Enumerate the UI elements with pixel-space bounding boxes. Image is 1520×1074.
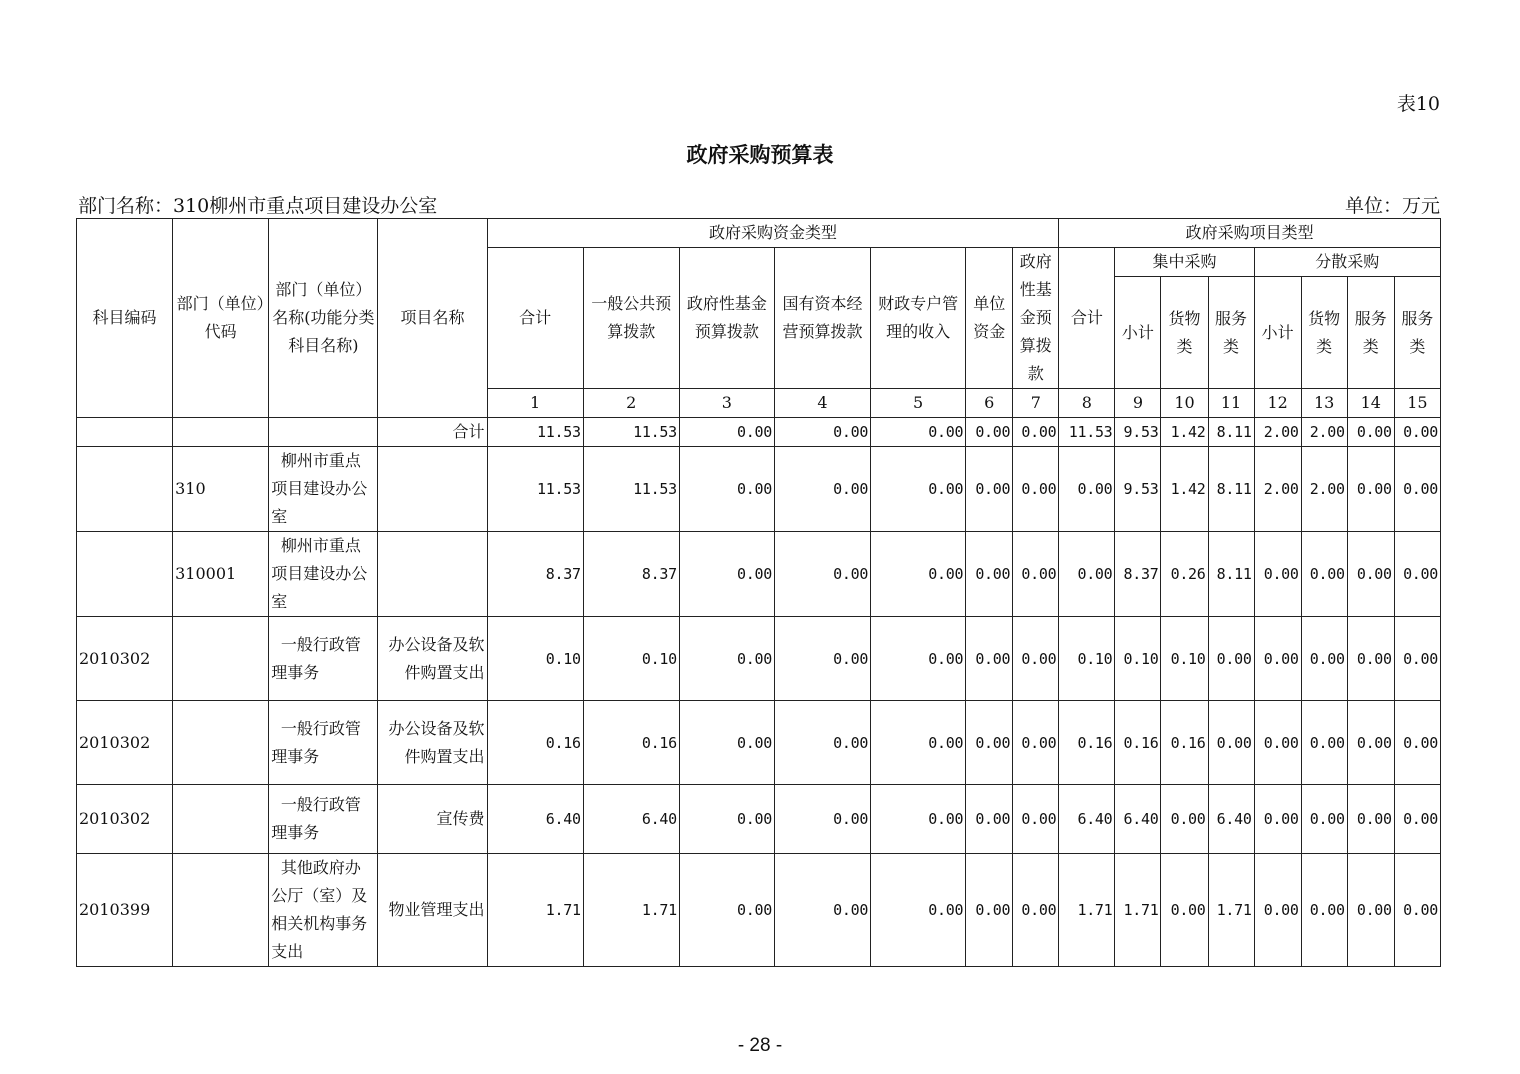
col-number: 6 bbox=[966, 389, 1013, 418]
cell-value-col-1: 0.10 bbox=[487, 617, 583, 701]
cell-dept-name: 柳州市重点项目建设办公室 bbox=[269, 532, 378, 617]
cell-value-col-4: 0.00 bbox=[774, 617, 870, 701]
col-number: 4 bbox=[774, 389, 870, 418]
cell-value-col-3: 0.00 bbox=[679, 418, 774, 447]
cell-value-col-13: 0.00 bbox=[1301, 701, 1347, 785]
cell-project-name: 宣传费 bbox=[378, 785, 487, 854]
cell-value-col-5: 0.00 bbox=[871, 854, 966, 967]
cell-dept-name bbox=[269, 418, 378, 447]
cell-value-col-14: 0.00 bbox=[1347, 701, 1394, 785]
table-row bbox=[77, 854, 1441, 967]
cell-dept-name: 柳州市重点项目建设办公室 bbox=[269, 447, 378, 532]
cell-project-name bbox=[378, 532, 487, 617]
cell-value-col-1: 0.16 bbox=[487, 701, 583, 785]
cell-value-col-15: 0.00 bbox=[1394, 701, 1440, 785]
cell-value-col-2: 1.71 bbox=[583, 854, 679, 967]
cell-value-col-3: 0.00 bbox=[679, 532, 774, 617]
col-number: 9 bbox=[1115, 389, 1161, 418]
cell-value-col-5: 0.00 bbox=[871, 785, 966, 854]
page-number: - 28 - bbox=[737, 1035, 783, 1056]
cell-value-col-10: 0.16 bbox=[1161, 701, 1208, 785]
cell-project-name: 办公设备及软件购置支出 bbox=[378, 701, 487, 785]
cell-value-col-15: 0.00 bbox=[1394, 785, 1440, 854]
col-number: 12 bbox=[1254, 389, 1301, 418]
cell-dept-code bbox=[173, 418, 269, 447]
cell-subject-code: 2010302 bbox=[77, 785, 173, 854]
cell-subject-code: 2010302 bbox=[77, 617, 173, 701]
header-total: 合计 bbox=[487, 248, 583, 389]
cell-value-col-11: 1.71 bbox=[1208, 854, 1254, 967]
cell-value-col-13: 0.00 bbox=[1301, 532, 1347, 617]
cell-value-col-7: 0.00 bbox=[1013, 785, 1059, 854]
table-row bbox=[77, 617, 1441, 701]
cell-dept-name: 一般行政管理事务 bbox=[269, 701, 378, 785]
cell-value-col-14: 0.00 bbox=[1347, 532, 1394, 617]
table-number: 表10 bbox=[1396, 93, 1440, 115]
cell-subject-code bbox=[77, 418, 173, 447]
header-services-2: 服务类 bbox=[1347, 277, 1394, 389]
cell-value-col-2: 6.40 bbox=[583, 785, 679, 854]
header-state-capital: 国有资本经营预算拨款 bbox=[774, 248, 870, 389]
cell-value-col-12: 0.00 bbox=[1254, 532, 1301, 617]
cell-dept-code bbox=[173, 617, 269, 701]
table-row bbox=[77, 447, 1441, 532]
cell-value-col-2: 8.37 bbox=[583, 532, 679, 617]
cell-value-col-9: 0.10 bbox=[1115, 617, 1161, 701]
cell-dept-code bbox=[173, 854, 269, 967]
cell-value-col-4: 0.00 bbox=[774, 701, 870, 785]
col-number: 15 bbox=[1394, 389, 1440, 418]
cell-value-col-11: 0.00 bbox=[1208, 701, 1254, 785]
cell-value-col-8: 6.40 bbox=[1059, 785, 1115, 854]
cell-value-col-6: 0.00 bbox=[966, 785, 1013, 854]
page-title: 政府采购预算表 bbox=[686, 142, 834, 167]
header-gov-fund-2: 政府性基金预算拨款 bbox=[1013, 248, 1059, 389]
cell-dept-code bbox=[173, 785, 269, 854]
header-fund-type: 政府采购资金类型 bbox=[487, 219, 1059, 248]
cell-value-col-9: 8.37 bbox=[1115, 532, 1161, 617]
total-row bbox=[77, 418, 1441, 447]
cell-value-col-1: 11.53 bbox=[487, 447, 583, 532]
header-total-2: 合计 bbox=[1059, 248, 1115, 389]
col-number: 11 bbox=[1208, 389, 1254, 418]
cell-value-col-3: 0.00 bbox=[679, 447, 774, 532]
cell-value-col-7: 0.00 bbox=[1013, 418, 1059, 447]
cell-value-col-11: 8.11 bbox=[1208, 532, 1254, 617]
cell-value-col-6: 0.00 bbox=[966, 418, 1013, 447]
header-goods-2: 货物类 bbox=[1301, 277, 1347, 389]
cell-value-col-8: 0.10 bbox=[1059, 617, 1115, 701]
cell-value-col-11: 8.11 bbox=[1208, 447, 1254, 532]
cell-value-col-15: 0.00 bbox=[1394, 418, 1440, 447]
unit-label: 单位：万元 bbox=[1344, 195, 1440, 217]
cell-value-col-1: 6.40 bbox=[487, 785, 583, 854]
cell-value-col-6: 0.00 bbox=[966, 532, 1013, 617]
header-goods: 货物类 bbox=[1161, 277, 1208, 389]
cell-value-col-5: 0.00 bbox=[871, 701, 966, 785]
header-services-3: 服务类 bbox=[1394, 277, 1440, 389]
col-number: 1 bbox=[487, 389, 583, 418]
cell-value-col-1: 11.53 bbox=[487, 418, 583, 447]
col-number: 14 bbox=[1347, 389, 1394, 418]
cell-value-col-2: 11.53 bbox=[583, 447, 679, 532]
table-row bbox=[77, 701, 1441, 785]
header-dept-code: 部门（单位）代码 bbox=[173, 219, 269, 418]
cell-value-col-6: 0.00 bbox=[966, 447, 1013, 532]
cell-value-col-12: 0.00 bbox=[1254, 785, 1301, 854]
cell-value-col-6: 0.00 bbox=[966, 701, 1013, 785]
col-number: 7 bbox=[1013, 389, 1059, 418]
cell-value-col-13: 0.00 bbox=[1301, 785, 1347, 854]
cell-value-col-12: 0.00 bbox=[1254, 854, 1301, 967]
cell-value-col-9: 6.40 bbox=[1115, 785, 1161, 854]
cell-value-col-10: 0.00 bbox=[1161, 785, 1208, 854]
cell-value-col-10: 1.42 bbox=[1161, 447, 1208, 532]
cell-value-col-5: 0.00 bbox=[871, 447, 966, 532]
col-number: 3 bbox=[679, 389, 774, 418]
header-centralized: 集中采购 bbox=[1115, 248, 1254, 277]
cell-value-col-12: 0.00 bbox=[1254, 617, 1301, 701]
cell-value-col-2: 0.16 bbox=[583, 701, 679, 785]
cell-value-col-4: 0.00 bbox=[774, 418, 870, 447]
cell-value-col-6: 0.00 bbox=[966, 617, 1013, 701]
header-subtotal: 小计 bbox=[1115, 277, 1161, 389]
col-number: 10 bbox=[1161, 389, 1208, 418]
cell-value-col-13: 0.00 bbox=[1301, 854, 1347, 967]
cell-value-col-14: 0.00 bbox=[1347, 447, 1394, 532]
cell-value-col-3: 0.00 bbox=[679, 854, 774, 967]
cell-value-col-14: 0.00 bbox=[1347, 854, 1394, 967]
cell-value-col-12: 2.00 bbox=[1254, 447, 1301, 532]
cell-project-name bbox=[378, 447, 487, 532]
cell-value-col-5: 0.00 bbox=[871, 532, 966, 617]
cell-value-col-8: 0.00 bbox=[1059, 447, 1115, 532]
cell-value-col-7: 0.00 bbox=[1013, 447, 1059, 532]
cell-project-name: 办公设备及软件购置支出 bbox=[378, 617, 487, 701]
cell-value-col-7: 0.00 bbox=[1013, 701, 1059, 785]
col-number: 13 bbox=[1301, 389, 1347, 418]
cell-value-col-4: 0.00 bbox=[774, 447, 870, 532]
cell-value-col-12: 2.00 bbox=[1254, 418, 1301, 447]
cell-subject-code bbox=[77, 532, 173, 617]
cell-value-col-9: 9.53 bbox=[1115, 447, 1161, 532]
header-project-name: 项目名称 bbox=[378, 219, 487, 418]
cell-subject-code: 2010399 bbox=[77, 854, 173, 967]
cell-value-col-14: 0.00 bbox=[1347, 785, 1394, 854]
header-decentralized: 分散采购 bbox=[1254, 248, 1440, 277]
cell-value-col-2: 11.53 bbox=[583, 418, 679, 447]
cell-value-col-1: 8.37 bbox=[487, 532, 583, 617]
cell-project-name: 物业管理支出 bbox=[378, 854, 487, 967]
cell-value-col-3: 0.00 bbox=[679, 701, 774, 785]
cell-value-col-14: 0.00 bbox=[1347, 617, 1394, 701]
col-number: 2 bbox=[583, 389, 679, 418]
header-gov-fund: 政府性基金预算拨款 bbox=[679, 248, 774, 389]
cell-project-name: 合计 bbox=[378, 418, 487, 447]
cell-value-col-13: 0.00 bbox=[1301, 617, 1347, 701]
cell-subject-code: 2010302 bbox=[77, 701, 173, 785]
cell-value-col-11: 8.11 bbox=[1208, 418, 1254, 447]
header-subject-code: 科目编码 bbox=[77, 219, 173, 418]
cell-value-col-13: 2.00 bbox=[1301, 418, 1347, 447]
cell-value-col-9: 0.16 bbox=[1115, 701, 1161, 785]
cell-value-col-10: 0.00 bbox=[1161, 854, 1208, 967]
cell-value-col-10: 1.42 bbox=[1161, 418, 1208, 447]
cell-value-col-9: 1.71 bbox=[1115, 854, 1161, 967]
cell-value-col-4: 0.00 bbox=[774, 785, 870, 854]
cell-dept-name: 其他政府办公厅（室）及相关机构事务支出 bbox=[269, 854, 378, 967]
procurement-budget-table bbox=[76, 218, 1441, 967]
header-dept-name: 部门（单位）名称(功能分类科目名称) bbox=[269, 219, 378, 418]
col-number: 8 bbox=[1059, 389, 1115, 418]
table-row bbox=[77, 532, 1441, 617]
cell-value-col-11: 0.00 bbox=[1208, 617, 1254, 701]
cell-value-col-7: 0.00 bbox=[1013, 617, 1059, 701]
header-item-type: 政府采购项目类型 bbox=[1059, 219, 1441, 248]
cell-dept-code: 310 bbox=[173, 447, 269, 532]
cell-value-col-1: 1.71 bbox=[487, 854, 583, 967]
cell-value-col-12: 0.00 bbox=[1254, 701, 1301, 785]
col-number: 5 bbox=[871, 389, 966, 418]
cell-value-col-14: 0.00 bbox=[1347, 418, 1394, 447]
cell-dept-name: 一般行政管理事务 bbox=[269, 617, 378, 701]
cell-value-col-5: 0.00 bbox=[871, 418, 966, 447]
header-unit-fund: 单位资金 bbox=[966, 248, 1013, 389]
cell-value-col-7: 0.00 bbox=[1013, 854, 1059, 967]
cell-value-col-13: 2.00 bbox=[1301, 447, 1347, 532]
cell-value-col-4: 0.00 bbox=[774, 532, 870, 617]
table-row bbox=[77, 785, 1441, 854]
cell-dept-code bbox=[173, 701, 269, 785]
cell-value-col-3: 0.00 bbox=[679, 617, 774, 701]
header-special-account: 财政专户管理的收入 bbox=[871, 248, 966, 389]
cell-value-col-15: 0.00 bbox=[1394, 617, 1440, 701]
cell-value-col-3: 0.00 bbox=[679, 785, 774, 854]
cell-dept-code: 310001 bbox=[173, 532, 269, 617]
cell-value-col-5: 0.00 bbox=[871, 617, 966, 701]
cell-value-col-8: 11.53 bbox=[1059, 418, 1115, 447]
cell-value-col-6: 0.00 bbox=[966, 854, 1013, 967]
cell-value-col-9: 9.53 bbox=[1115, 418, 1161, 447]
department-name: 部门名称：310柳州市重点项目建设办公室 bbox=[78, 195, 438, 217]
cell-value-col-7: 0.00 bbox=[1013, 532, 1059, 617]
cell-value-col-15: 0.00 bbox=[1394, 447, 1440, 532]
cell-value-col-10: 0.26 bbox=[1161, 532, 1208, 617]
cell-value-col-15: 0.00 bbox=[1394, 854, 1440, 967]
header-services: 服务类 bbox=[1208, 277, 1254, 389]
cell-value-col-4: 0.00 bbox=[774, 854, 870, 967]
cell-value-col-2: 0.10 bbox=[583, 617, 679, 701]
header-subtotal-2: 小计 bbox=[1254, 277, 1301, 389]
cell-value-col-8: 0.00 bbox=[1059, 532, 1115, 617]
cell-value-col-8: 0.16 bbox=[1059, 701, 1115, 785]
cell-value-col-15: 0.00 bbox=[1394, 532, 1440, 617]
cell-value-col-10: 0.10 bbox=[1161, 617, 1208, 701]
cell-subject-code bbox=[77, 447, 173, 532]
header-general-budget: 一般公共预算拨款 bbox=[583, 248, 679, 389]
cell-value-col-11: 6.40 bbox=[1208, 785, 1254, 854]
cell-dept-name: 一般行政管理事务 bbox=[269, 785, 378, 854]
cell-value-col-8: 1.71 bbox=[1059, 854, 1115, 967]
